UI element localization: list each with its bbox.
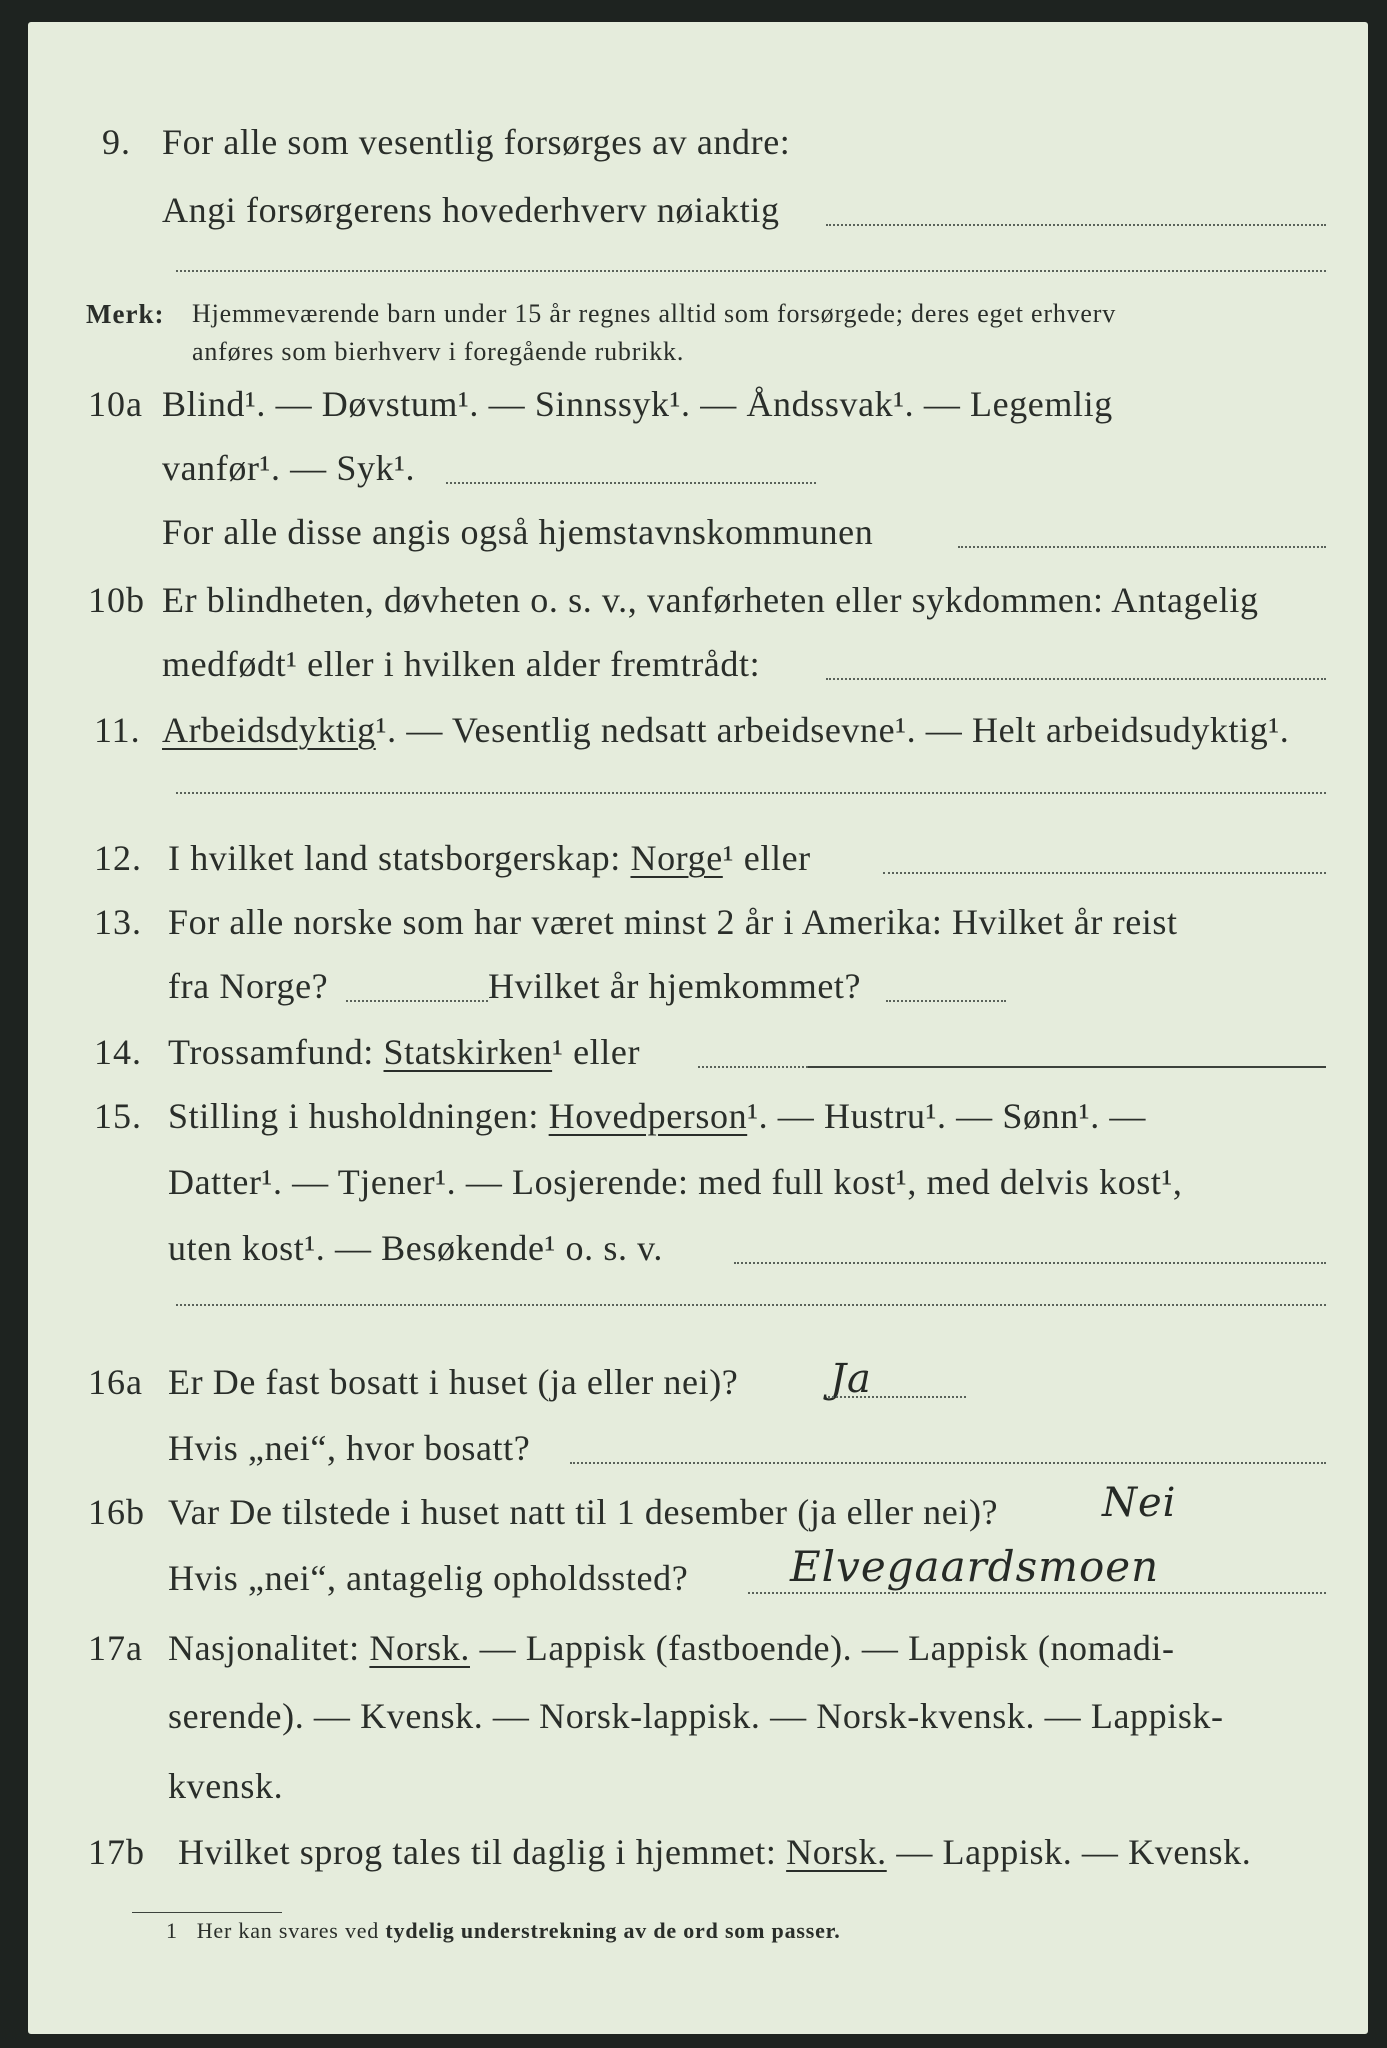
question-text: vanfør¹. — Syk¹.	[162, 448, 416, 488]
prompt: Hvilket sprog tales til daglig i hjemmet:	[178, 1832, 777, 1872]
question-number: 14.	[94, 1032, 142, 1072]
question-15	[28, 1086, 1368, 1146]
question-16b-line2	[28, 1542, 1368, 1608]
question-14	[28, 1022, 1368, 1082]
answer-line[interactable]	[734, 1262, 1326, 1264]
question-10b	[28, 570, 1368, 630]
prompt: Nasjonalitet:	[168, 1628, 360, 1668]
underlined-option[interactable]: Statskirken	[383, 1032, 553, 1072]
answer-line[interactable]	[698, 1066, 808, 1068]
question-text: fra Norge?	[168, 966, 329, 1006]
question-10a-line3	[28, 502, 1368, 562]
note-merk	[28, 294, 1368, 374]
question-12	[28, 828, 1368, 888]
question-text	[168, 1618, 1175, 1678]
question-text: medfødt¹ eller i hvilken alder fremtrådt:	[162, 644, 761, 684]
note-label: Merk:	[86, 299, 165, 329]
option-list: ¹. — Vesentlig nedsatt arbeidsevne¹. — Helt arbeidsudyktig¹.	[375, 710, 1290, 750]
question-text	[178, 1822, 1251, 1882]
question-number: 9.	[102, 122, 131, 162]
question-text	[168, 1022, 640, 1082]
footnote-rule	[132, 1912, 282, 1913]
question-10a	[28, 374, 1368, 434]
prompt: Trossamfund:	[168, 1032, 374, 1072]
question-text: serende). — Kvensk. — Norsk-lappisk. — Norsk-kvensk. — Lappisk-	[168, 1696, 1224, 1736]
question-16b	[28, 1482, 1368, 1542]
question-number: 17b	[88, 1832, 145, 1872]
question-13-line2	[28, 956, 1368, 1016]
underlined-option[interactable]: Norsk.	[786, 1832, 887, 1872]
question-15-line3	[28, 1218, 1368, 1278]
question-text: Datter¹. — Tjener¹. — Losjerende: med full kost¹, med delvis kost¹,	[168, 1162, 1183, 1202]
question-text: For alle norske som har været minst 2 år i Amerika: Hvilket år reist	[168, 902, 1178, 942]
handwritten-answer[interactable]: Elvegaardsmoen	[790, 1542, 1160, 1591]
answer-line[interactable]	[886, 1000, 1006, 1002]
question-number: 16a	[88, 1362, 143, 1402]
question-text: Hvis „nei“, antagelig opholdssted?	[168, 1558, 689, 1598]
question-17a	[28, 1618, 1368, 1678]
question-number: 16b	[88, 1492, 145, 1532]
prompt: Stilling i husholdningen:	[168, 1096, 540, 1136]
question-17b	[28, 1822, 1368, 1882]
option-list: — Lappisk. — Kvensk.	[896, 1832, 1252, 1872]
prompt: I hvilket land statsborgerskap:	[168, 838, 621, 878]
census-form-page	[28, 22, 1368, 2034]
footnote-mark: 1	[166, 1918, 178, 1943]
answer-line[interactable]	[828, 1396, 966, 1398]
question-number: 12.	[94, 838, 142, 878]
answer-line[interactable]	[176, 270, 1326, 272]
question-9	[28, 112, 1368, 172]
note-text: anføres som bierhverv i foregående rubrikk.	[192, 337, 685, 366]
question-text: Blind¹. — Døvstum¹. — Sinnssyk¹. — Åndssvak¹. — Legemlig	[162, 384, 1113, 424]
answer-line[interactable]	[826, 678, 1326, 680]
question-text: Er blindheten, døvheten o. s. v., vanførheten eller sykdommen: Antagelig	[162, 580, 1259, 620]
option-list: ¹. — Hustru¹. — Sønn¹. —	[747, 1096, 1147, 1136]
question-16a-line2	[28, 1418, 1368, 1478]
question-17a-line2	[28, 1686, 1368, 1746]
option-suffix: ¹ eller	[552, 1032, 641, 1072]
question-text: Hvis „nei“, hvor bosatt?	[168, 1428, 531, 1468]
question-text: Angi forsørgerens hovederhverv nøiaktig	[162, 190, 780, 230]
underlined-option[interactable]: Norge	[630, 838, 723, 878]
question-10b-line2	[28, 634, 1368, 694]
option-list: — Lappisk (fastboende). — Lappisk (nomadi-	[479, 1628, 1175, 1668]
question-number: 15.	[94, 1096, 142, 1136]
question-number: 10a	[88, 384, 143, 424]
question-17a-line3	[28, 1756, 1368, 1816]
footnote	[166, 1918, 841, 1944]
question-9-line2	[28, 180, 1368, 240]
footnote-text: Her kan svares ved	[196, 1918, 380, 1943]
question-number: 17a	[88, 1628, 143, 1668]
answer-line[interactable]	[346, 1000, 488, 1002]
answer-line[interactable]	[570, 1462, 1326, 1464]
question-text	[162, 700, 1289, 760]
answer-line[interactable]	[748, 1592, 1326, 1594]
question-text	[168, 828, 811, 888]
question-text: For alle disse angis også hjemstavnskommunen	[162, 512, 874, 552]
answer-line[interactable]	[176, 792, 1326, 794]
handwritten-answer[interactable]: Ja	[830, 1356, 872, 1402]
question-text: uten kost¹. — Besøkende¹ o. s. v.	[168, 1228, 664, 1268]
question-11	[28, 700, 1368, 760]
answer-line[interactable]	[176, 1304, 1326, 1306]
question-number: 11.	[94, 710, 141, 750]
question-text: Hvilket år hjemkommet?	[488, 966, 862, 1006]
option-suffix: ¹ eller	[722, 838, 811, 878]
handwritten-answer[interactable]: Nei	[1102, 1480, 1177, 1526]
question-16a	[28, 1352, 1368, 1412]
question-text: For alle som vesentlig forsørges av andre:	[162, 122, 791, 162]
answer-line[interactable]	[883, 872, 1326, 874]
question-text: Er De fast bosatt i huset (ja eller nei)?	[168, 1362, 739, 1402]
question-13	[28, 892, 1368, 952]
answer-line[interactable]	[446, 482, 816, 484]
question-text: kvensk.	[168, 1766, 284, 1806]
answer-line[interactable]	[958, 546, 1326, 548]
question-text: Var De tilstede i huset natt til 1 desember (ja eller nei)?	[168, 1492, 999, 1532]
underlined-option[interactable]: Hovedperson	[548, 1096, 748, 1136]
answer-line[interactable]	[826, 224, 1326, 226]
note-text: Hjemmeværende barn under 15 år regnes alltid som forsørgede; deres eget erhverv	[192, 299, 1117, 328]
question-10a-line2	[28, 438, 1368, 498]
question-text	[168, 1086, 1146, 1146]
question-15-line2	[28, 1152, 1368, 1212]
underlined-option[interactable]: Norsk.	[369, 1628, 470, 1668]
answer-line[interactable]	[808, 1066, 1326, 1068]
underlined-option[interactable]: Arbeidsdyktig	[162, 710, 376, 750]
question-number: 10b	[88, 580, 145, 620]
footnote-emphasis: tydelig understrekning av de ord som passer.	[385, 1918, 841, 1943]
question-number: 13.	[94, 902, 142, 942]
